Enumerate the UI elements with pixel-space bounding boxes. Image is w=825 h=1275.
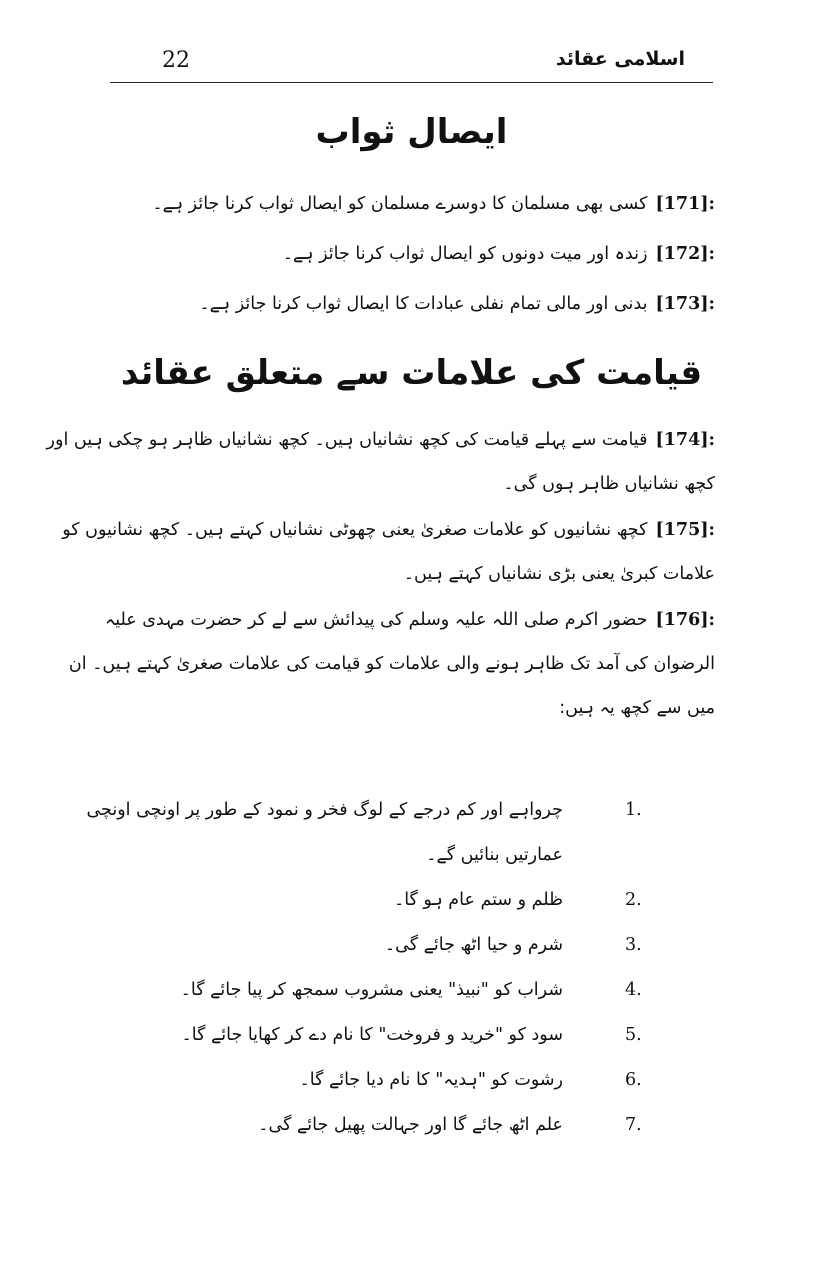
list-item <box>108 1013 653 1058</box>
paragraph-text: کچھ نشانیوں کو علامات صغریٰ یعنی چھوٹی نشانیاں کہتے ہیں۔ کچھ نشانیوں کو <box>62 520 648 540</box>
page-number: 22 <box>162 48 190 73</box>
section-heading-qiyamat-alamat: قیامت کی علامات سے متعلق عقائد <box>120 353 703 393</box>
paragraph-text: الرضوان کی آمد تک ظاہر ہونے والی علامات کو قیامت کی علامات صغریٰ کہتے ہیں۔ ان <box>68 654 715 674</box>
list-item-number: 7. <box>625 1115 642 1135</box>
list-item-text: رشوت کو "ہدیہ" کا نام دیا جائے گا۔ <box>299 1070 563 1090</box>
list-item-number: 3. <box>625 935 642 955</box>
paragraph-text: قیامت سے پہلے قیامت کی کچھ نشانیاں ہیں۔ کچھ نشانیاں ظاہر ہو چکی ہیں اور <box>46 430 648 450</box>
paragraph-176 <box>68 598 715 730</box>
list-item-number: 5. <box>625 1025 642 1045</box>
paragraph-172 <box>108 232 715 276</box>
list-item-text-continued: عمارتیں بنائیں گے۔ <box>426 845 563 865</box>
paragraph-text: زندہ اور میت دونوں کو ایصال ثواب کرنا جائز ہے۔ <box>282 244 648 264</box>
paragraph-text: بدنی اور مالی تمام نفلی عبادات کا ایصال ثواب کرنا جائز ہے۔ <box>199 294 648 314</box>
paragraph-number: [174]: <box>655 430 715 450</box>
paragraph-text: میں سے کچھ یہ ہیں: <box>559 698 715 718</box>
list-item-text: ظلم و ستم عام ہو گا۔ <box>393 890 563 910</box>
paragraph-171 <box>108 182 715 226</box>
list-item <box>108 968 653 1013</box>
list-item-number: 2. <box>625 890 642 910</box>
paragraph-text: علامات کبریٰ یعنی بڑی نشانیاں کہتے ہیں۔ <box>403 564 715 584</box>
list-item <box>86 788 653 878</box>
paragraph-174 <box>46 418 715 506</box>
signs-list <box>86 788 653 1148</box>
list-item-number: 6. <box>625 1070 642 1090</box>
list-item-text: شرم و حیا اٹھ جائے گی۔ <box>384 935 563 955</box>
paragraph-text: کسی بھی مسلمان کا دوسرے مسلمان کو ایصال ثواب کرنا جائز ہے۔ <box>152 194 648 214</box>
paragraph-number: [175]: <box>655 520 715 540</box>
paragraph-173 <box>108 282 715 326</box>
paragraph-text: کچھ نشانیاں ظاہر ہوں گی۔ <box>503 474 715 494</box>
list-item-text: علم اٹھ جائے گا اور جہالت پھیل جائے گی۔ <box>258 1115 563 1135</box>
list-item-text: شراب کو "نبیذ" یعنی مشروب سمجھ کر پیا جائے گا۔ <box>180 980 563 1000</box>
list-item-text: چرواہے اور کم درجے کے لوگ فخر و نمود کے طور پر اونچی اونچی <box>86 800 563 820</box>
running-title: اسلامی عقائد <box>555 48 685 70</box>
list-item <box>108 923 653 968</box>
list-item-text: سود کو "خرید و فروخت" کا نام دے کر کھایا جائے گا۔ <box>181 1025 563 1045</box>
list-item <box>108 878 653 923</box>
paragraph-175 <box>62 508 715 596</box>
section-heading-isal-sawab: ایصال ثواب <box>315 112 508 152</box>
paragraph-number: [173]: <box>655 294 715 314</box>
list-item <box>108 1103 653 1148</box>
page-header <box>110 40 713 83</box>
paragraph-number: [171]: <box>655 194 715 214</box>
list-item <box>108 1058 653 1103</box>
paragraph-number: [176]: <box>655 610 715 630</box>
list-item-number: 4. <box>625 980 642 1000</box>
list-item-number: 1. <box>625 800 642 820</box>
paragraph-number: [172]: <box>655 244 715 264</box>
paragraph-text: حضور اکرم صلی اللہ علیہ وسلم کی پیدائش سے لے کر حضرت مہدی علیہ <box>104 610 648 630</box>
